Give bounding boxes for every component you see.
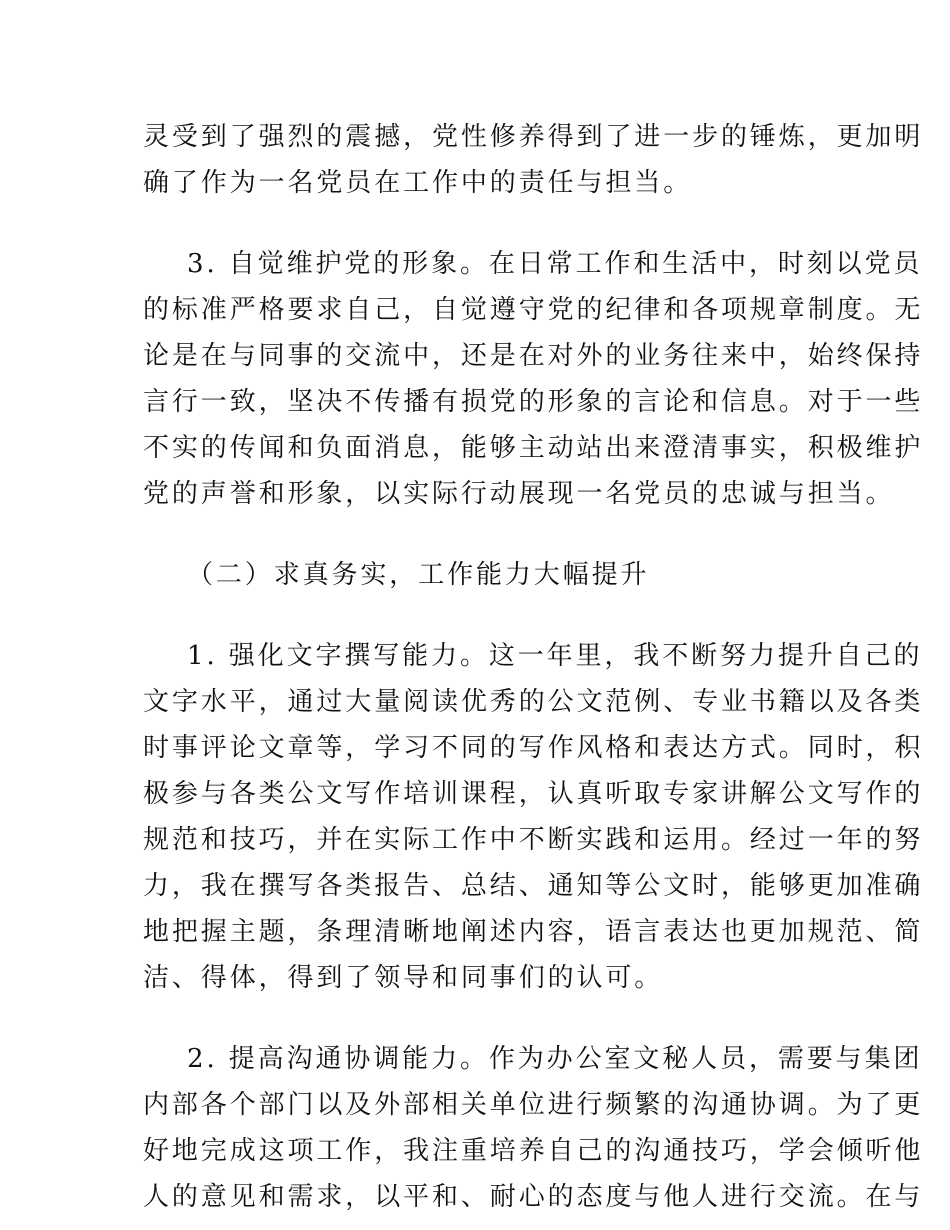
- text-line: 文字水平，通过大量阅读优秀的公文范例、专业书籍以及各类: [143, 687, 924, 717]
- text-line: 极参与各类公文写作培训课程，认真听取专家讲解公文写作的: [143, 779, 924, 809]
- text-line: 党的声誉和形象，以实际行动展现一名党员的忠诚与担当。: [143, 479, 895, 509]
- text-line: 言行一致，坚决不传播有损党的形象的言论和信息。对于一些: [143, 387, 924, 417]
- text-line: 论是在与同事的交流中，还是在对外的业务往来中，始终保持: [143, 341, 924, 371]
- text-line: 确了作为一名党员在工作中的责任与担当。: [143, 168, 693, 198]
- text-line: 内部各个部门以及外部相关单位进行频繁的沟通协调。为了更: [143, 1090, 924, 1120]
- paragraph-first-line: 1. 强化文字撰写能力。这一年里，我不断努力提升自己的: [187, 641, 923, 671]
- text-line: 人的意见和需求，以平和、耐心的态度与他人进行交流。在与: [143, 1182, 924, 1212]
- paragraph-first-line: 3. 自觉维护党的形象。在日常工作和生活中，时刻以党员: [187, 249, 923, 279]
- text-line: 洁、得体，得到了领导和同事们的认可。: [143, 963, 664, 993]
- text-line: 灵受到了强烈的震撼，党性修养得到了进一步的锤炼，更加明: [143, 122, 924, 152]
- text-line: 地把握主题，条理清晰地阐述内容，语言表达也更加规范、简: [143, 917, 924, 947]
- text-line: 不实的传闻和负面消息，能够主动站出来澄清事实，积极维护: [143, 433, 924, 463]
- text-line: 好地完成这项工作，我注重培养自己的沟通技巧，学会倾听他: [143, 1136, 924, 1166]
- text-line: 时事评论文章等，学习不同的写作风格和表达方式。同时，积: [143, 733, 924, 763]
- text-line: 力，我在撰写各类报告、总结、通知等公文时，能够更加准确: [143, 871, 924, 901]
- paragraph-first-line: 2. 提高沟通协调能力。作为办公室文秘人员，需要与集团: [187, 1044, 923, 1074]
- section-heading: （二）求真务实，工作能力大幅提升: [187, 560, 650, 590]
- text-line: 的标准严格要求自己，自觉遵守党的纪律和各项规章制度。无: [143, 295, 924, 325]
- text-line: 规范和技巧，并在实际工作中不断实践和运用。经过一年的努: [143, 825, 924, 855]
